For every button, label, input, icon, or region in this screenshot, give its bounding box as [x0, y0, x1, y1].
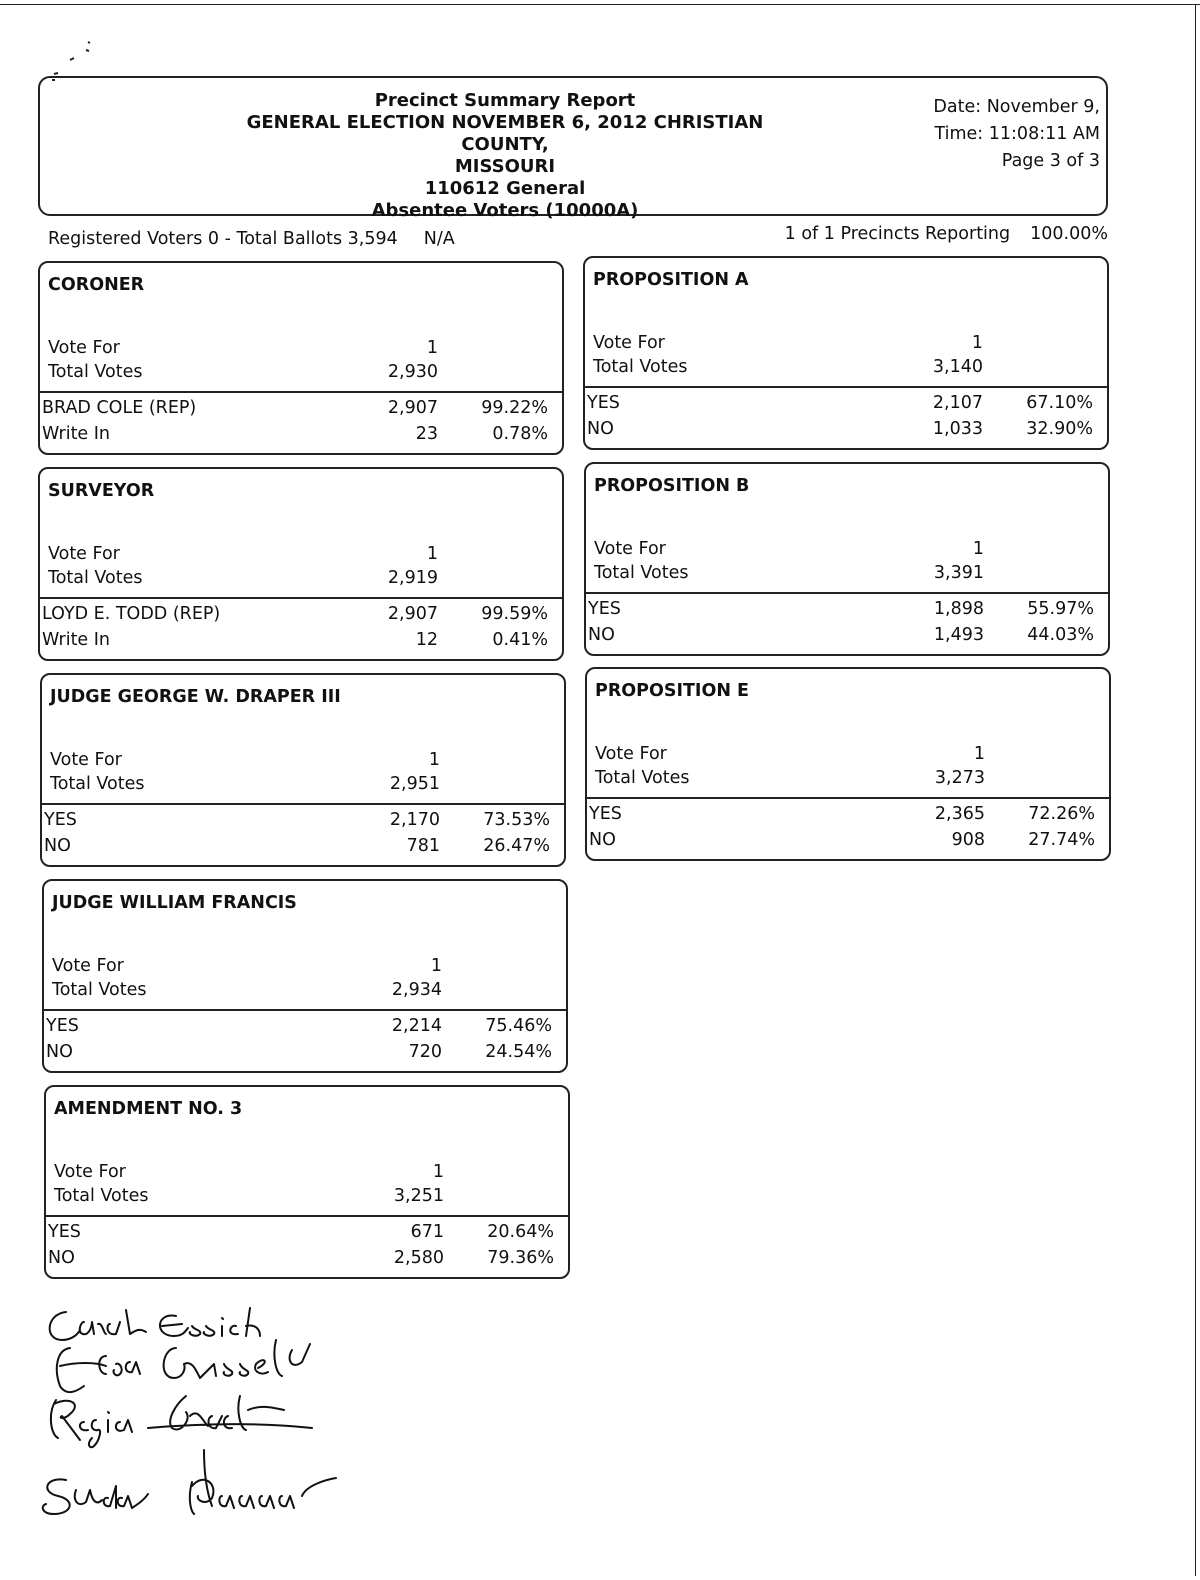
vote-for-row [40, 541, 562, 567]
choice-votes: 908 [951, 830, 985, 850]
page-number: Page 3 of 3 [1001, 151, 1100, 171]
vote-for-label: Vote For [595, 744, 667, 764]
choice-row [40, 421, 562, 447]
vote-for-row [46, 1159, 568, 1185]
registered-voters: Registered Voters 0 - Total Ballots 3,594 [48, 229, 398, 249]
contest-title: SURVEYOR [48, 481, 155, 501]
choice-row [40, 627, 562, 653]
total-votes-row [40, 359, 562, 385]
choice-percent: 20.64% [487, 1222, 554, 1242]
total-votes-value: 3,391 [933, 563, 984, 583]
choice-votes: 720 [408, 1042, 442, 1062]
total-votes-row [42, 771, 564, 797]
vote-for-value: 1 [428, 750, 440, 770]
choice-row [40, 601, 562, 627]
choice-row [586, 622, 1108, 648]
choice-percent: 75.46% [485, 1016, 552, 1036]
choice-name: NO [46, 1042, 73, 1062]
contest-title: JUDGE WILLIAM FRANCIS [52, 893, 297, 913]
contest-judge-draper [40, 673, 566, 867]
total-votes-value: 3,251 [393, 1186, 444, 1206]
choice-name: NO [589, 830, 616, 850]
divider [585, 386, 1107, 388]
vote-for-label: Vote For [48, 338, 120, 358]
header-meta [900, 94, 1100, 175]
vote-for-row [42, 747, 564, 773]
total-votes-value: 2,930 [387, 362, 438, 382]
choice-name: BRAD COLE (REP) [42, 398, 197, 418]
signature-4 [43, 1450, 336, 1514]
choice-percent: 0.78% [492, 424, 548, 444]
choice-votes: 2,170 [389, 810, 440, 830]
choice-name: NO [48, 1248, 75, 1268]
total-votes-label: Total Votes [54, 1186, 149, 1206]
election-code: 110612 General [424, 178, 586, 199]
report-date: Date: November 9, [933, 97, 1100, 117]
contest-title: PROPOSITION B [594, 476, 750, 496]
vote-for-row [585, 330, 1107, 356]
vote-for-value: 1 [430, 956, 442, 976]
contest-coroner [38, 261, 564, 455]
choice-votes: 2,107 [932, 393, 983, 413]
divider [42, 803, 564, 805]
vote-for-label: Vote For [52, 956, 124, 976]
choice-percent: 0.41% [492, 630, 548, 650]
choice-votes: 2,580 [393, 1248, 444, 1268]
contest-title: PROPOSITION A [593, 270, 749, 290]
choice-name: YES [589, 804, 622, 824]
divider [46, 1215, 568, 1217]
choice-percent: 73.53% [483, 810, 550, 830]
total-votes-row [44, 977, 566, 1003]
total-votes-value: 2,951 [389, 774, 440, 794]
choice-name: Write In [42, 424, 111, 444]
total-votes-label: Total Votes [593, 357, 688, 377]
choice-row [40, 395, 562, 421]
contest-title: PROPOSITION E [595, 681, 750, 701]
choice-name: YES [44, 810, 77, 830]
report-title: Precinct Summary Report [374, 90, 636, 111]
contest-proposition-b [584, 462, 1110, 656]
choice-name: NO [44, 836, 71, 856]
choice-name: NO [587, 419, 614, 439]
choice-name: YES [588, 599, 621, 619]
vote-for-label: Vote For [54, 1162, 126, 1182]
contest-amendment-3 [44, 1085, 570, 1279]
choice-name: LOYD E. TODD (REP) [42, 604, 221, 624]
choice-percent: 32.90% [1026, 419, 1093, 439]
contest-title: AMENDMENT NO. 3 [54, 1099, 243, 1119]
total-votes-label: Total Votes [50, 774, 145, 794]
choice-votes: 1,898 [933, 599, 984, 619]
total-votes-value: 3,140 [932, 357, 983, 377]
turnout-na: N/A [423, 229, 455, 249]
contest-surveyor [38, 467, 564, 661]
contest-proposition-a [583, 256, 1109, 450]
choice-votes: 2,907 [387, 604, 438, 624]
reporting-summary [785, 224, 1108, 244]
choice-row [44, 1013, 566, 1039]
choice-percent: 27.74% [1028, 830, 1095, 850]
divider [587, 797, 1109, 799]
page-right-edge [1195, 4, 1196, 1576]
choice-row [44, 1039, 566, 1065]
vote-for-label: Vote For [50, 750, 122, 770]
choice-votes: 2,907 [387, 398, 438, 418]
total-votes-label: Total Votes [594, 563, 689, 583]
vote-for-value: 1 [426, 544, 438, 564]
total-votes-row [586, 560, 1108, 586]
choice-votes: 12 [415, 630, 438, 650]
total-votes-label: Total Votes [48, 568, 143, 588]
vote-for-value: 1 [973, 744, 985, 764]
choice-votes: 2,214 [391, 1016, 442, 1036]
choice-name: YES [587, 393, 620, 413]
signature-1 [50, 1308, 260, 1340]
divider [586, 592, 1108, 594]
total-votes-row [587, 765, 1109, 791]
total-votes-label: Total Votes [595, 768, 690, 788]
choice-percent: 26.47% [483, 836, 550, 856]
total-votes-label: Total Votes [52, 980, 147, 1000]
signatures [36, 1300, 366, 1540]
vote-for-label: Vote For [48, 544, 120, 564]
choice-row [42, 807, 564, 833]
signature-2 [57, 1340, 310, 1392]
choice-percent: 99.22% [481, 398, 548, 418]
vote-for-row [40, 335, 562, 361]
choice-votes: 671 [410, 1222, 444, 1242]
report-time: Time: 11:08:11 AM [934, 124, 1100, 144]
page-top-edge [0, 4, 1200, 5]
precincts-reporting: 1 of 1 Precincts Reporting [784, 224, 1011, 244]
contest-proposition-e [585, 667, 1111, 861]
choice-row [585, 390, 1107, 416]
choice-row [586, 596, 1108, 622]
election-name-line1: GENERAL ELECTION NOVEMBER 6, 2012 CHRISTIAN COUNTY, [246, 112, 764, 155]
choice-name: YES [48, 1222, 81, 1242]
total-votes-label: Total Votes [48, 362, 143, 382]
divider [40, 597, 562, 599]
signature-3 [51, 1396, 312, 1447]
election-name-line2: MISSOURI [454, 156, 556, 177]
choice-percent: 44.03% [1027, 625, 1094, 645]
choice-row [46, 1219, 568, 1245]
total-votes-row [40, 565, 562, 591]
vote-for-value: 1 [972, 539, 984, 559]
total-votes-row [46, 1183, 568, 1209]
choice-percent: 67.10% [1026, 393, 1093, 413]
choice-votes: 781 [406, 836, 440, 856]
contest-title: JUDGE GEORGE W. DRAPER III [50, 687, 341, 707]
choice-name: Write In [42, 630, 111, 650]
total-votes-value: 2,934 [391, 980, 442, 1000]
total-votes-value: 3,273 [934, 768, 985, 788]
total-votes-value: 2,919 [387, 568, 438, 588]
contest-judge-francis [42, 879, 568, 1073]
vote-for-label: Vote For [594, 539, 666, 559]
choice-votes: 1,033 [932, 419, 983, 439]
choice-row [587, 801, 1109, 827]
choice-votes: 1,493 [933, 625, 984, 645]
choice-percent: 99.59% [481, 604, 548, 624]
choice-row [585, 416, 1107, 442]
choice-votes: 2,365 [934, 804, 985, 824]
choice-percent: 55.97% [1027, 599, 1094, 619]
choice-votes: 23 [415, 424, 438, 444]
report-header [38, 76, 1108, 221]
choice-name: NO [588, 625, 615, 645]
vote-for-value: 1 [432, 1162, 444, 1182]
divider [40, 391, 562, 393]
contest-title: CORONER [48, 275, 145, 295]
choice-row [587, 827, 1109, 853]
choice-row [42, 833, 564, 859]
choice-percent: 24.54% [485, 1042, 552, 1062]
precinct-name: Absentee Voters (10000A) [371, 200, 639, 221]
choice-name: YES [46, 1016, 79, 1036]
choice-percent: 72.26% [1028, 804, 1095, 824]
choice-row [46, 1245, 568, 1271]
registered-summary [48, 229, 455, 249]
reporting-percent: 100.00% [1030, 224, 1108, 244]
vote-for-row [586, 536, 1108, 562]
vote-for-value: 1 [971, 333, 983, 353]
vote-for-row [587, 741, 1109, 767]
divider [44, 1009, 566, 1011]
choice-percent: 79.36% [487, 1248, 554, 1268]
header-title-block [210, 90, 800, 222]
total-votes-row [585, 354, 1107, 380]
vote-for-label: Vote For [593, 333, 665, 353]
vote-for-value: 1 [426, 338, 438, 358]
vote-for-row [44, 953, 566, 979]
